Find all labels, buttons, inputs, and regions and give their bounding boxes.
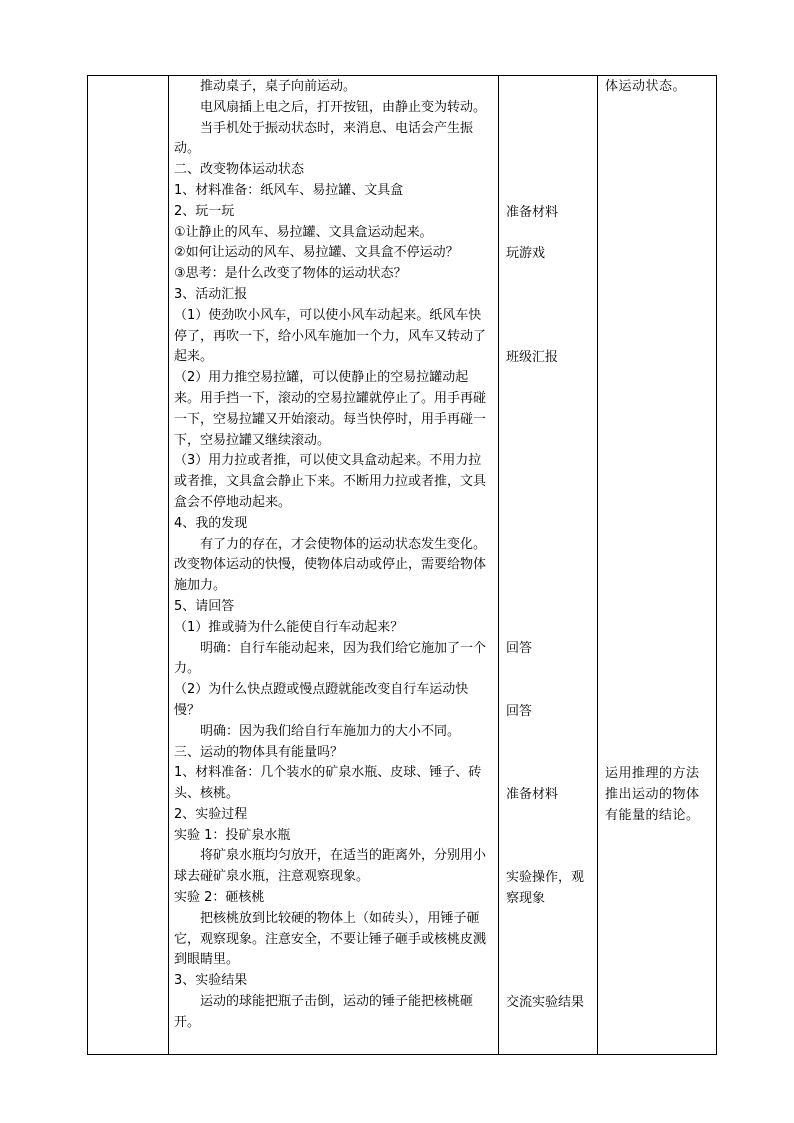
content-paragraph: 推动桌子，桌子向前运动。 [200,79,357,94]
content-paragraph: 当手机处于振动状态时，来消息、电话会产生振动。 [174,120,474,157]
content-paragraph: ②如何让运动的风车、易拉罐、文具盒不停运动？ [174,245,459,261]
section-heading: 三、运动的物体具有能量吗？ [174,744,344,760]
step-heading: 2、玩一玩 [174,203,235,219]
content-paragraph: （1）使劲吹小风车，可以使小风车动起来。纸风车快停了，再吹一下，给小风车施加一个力，风车又转动了起来。 [174,307,487,365]
content-paragraph: （2）为什么快点蹬或慢点蹬就能改变自行车运动快慢？ [174,682,469,718]
content-paragraph: （1）推或骑为什么能使自行车动起来？ [174,619,404,635]
step-heading: 4、我的发现 [174,515,248,531]
content-paragraph: ①让静止的风车、易拉罐、文具盒运动起来。 [174,224,433,240]
activity-label: 交流实验结果 [506,995,585,1010]
activity-label: 玩游戏 [506,246,546,261]
content-paragraph: 明确：自行车能动起来，因为我们给它施加了一个力。 [174,640,487,677]
activity-label: 回答 [506,641,533,656]
content-paragraph: 把核桃放到比较硬的物体上（如砖头），用锤子砸它，观察现象。注意安全，不要让锤子砸手或核桃皮溅到眼睛里。 [174,910,487,968]
content-paragraph: 电风扇插上电之后，打开按钮，由静止变为转动。 [200,99,487,115]
step-heading: 3、活动汇报 [174,286,248,302]
step-heading: 3、实验结果 [174,973,248,989]
activity-label: 实验操作，观察现象 [506,870,585,906]
content-paragraph: 运动的球能把瓶子击倒，运动的锤子能把核桃砸开。 [174,994,474,1030]
content-paragraph: （2）用力推空易拉罐，可以使静止的空易拉罐动起来。用手挡一下，滚动的空易拉罐就停止了。用手再碰一下，空易拉罐又开始滚动。每当快停时，用手再碰一下，空易拉罐又继续滚动。 [174,370,487,448]
content-paragraph: 明确：因为我们给自行车施加力的大小不同。 [200,723,461,739]
content-paragraph: （3）用力拉或者推，可以使文具盒动起来。不用力拉或者推，文具盒会静止下来。不断用力拉或者推，文具盒会不停地动起来。 [174,453,487,510]
intent-text: 运用推理的方法推出运动的物体有能量的结论。 [605,766,700,823]
content-paragraph: 将矿泉水瓶均匀放开，在适当的距离外，分别用小球去碰矿泉水瓶，注意观察现象。 [174,848,487,885]
activity-label: 班级汇报 [506,350,559,365]
content-paragraph: ③思考：是什么改变了物体的运动状态？ [174,266,407,282]
content-paragraph: 有了力的存在，才会使物体的运动状态发生变化。改变物体运动的快慢，使物体启动或停止，需要给物体施加力。 [174,536,487,594]
empty-column-cell [88,76,169,1055]
content-paragraph: 实验 2：砸核桃 [174,890,265,906]
student-activity-cell [499,76,598,1055]
activity-label: 准备材料 [506,205,559,220]
step-heading: 5、请回答 [174,598,235,614]
section-heading: 二、改变物体运动状态 [174,162,305,178]
activity-label: 回答 [506,704,533,719]
design-intent-cell [598,76,717,1055]
table-row [88,76,717,1055]
intent-text: 体运动状态。 [605,79,687,94]
content-paragraph: 1、材料准备：纸风车、易拉罐、文具盒 [174,182,404,198]
content-paragraph: 实验 1：投矿泉水瓶 [174,827,291,843]
step-heading: 2、实验过程 [174,806,248,822]
lesson-plan-table [87,75,717,1055]
lesson-content-cell [169,76,499,1055]
activity-label: 准备材料 [506,787,559,802]
content-paragraph: 1、材料准备：几个装水的矿泉水瓶、皮球、锤子、砖头、核桃。 [174,765,482,802]
